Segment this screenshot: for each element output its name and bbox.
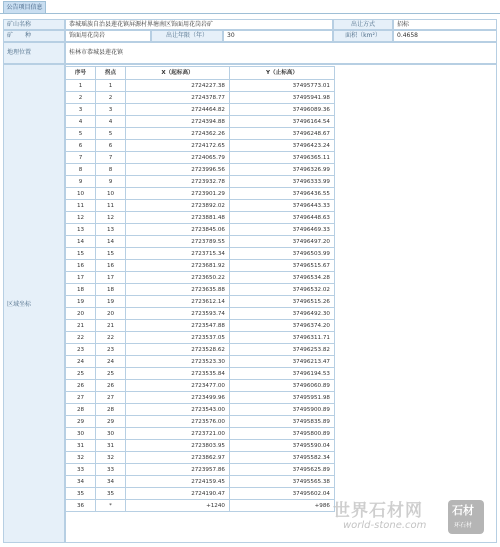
cell-y: 37496248.67: [230, 128, 335, 140]
cell-x: 2723612.14: [126, 296, 230, 308]
area-value: 0.4658: [393, 30, 497, 42]
watermark-logo-top: 石材: [452, 504, 474, 517]
cell-seq: 17: [66, 272, 96, 284]
cell-seq: 32: [66, 452, 96, 464]
cell-x: 2723845.06: [126, 224, 230, 236]
cell-seq: 23: [66, 344, 96, 356]
cell-x: 2723477.00: [126, 380, 230, 392]
cell-y: 37496436.55: [230, 188, 335, 200]
cell-point: 4: [96, 116, 126, 128]
cell-seq: 13: [66, 224, 96, 236]
table-row: [66, 92, 335, 104]
cell-point: 12: [96, 212, 126, 224]
cell-point: 11: [96, 200, 126, 212]
cell-point: 25: [96, 368, 126, 380]
cell-point: 17: [96, 272, 126, 284]
cell-point: 21: [96, 320, 126, 332]
cell-x: 2723892.02: [126, 200, 230, 212]
cell-x: 2723681.92: [126, 260, 230, 272]
cell-point: 16: [96, 260, 126, 272]
cell-y: 37496534.28: [230, 272, 335, 284]
cell-seq: 22: [66, 332, 96, 344]
tab-project-info[interactable]: 公告项目信息: [3, 1, 46, 13]
table-row: [66, 80, 335, 92]
cell-x: 2723499.96: [126, 392, 230, 404]
cell-y: 37495941.98: [230, 92, 335, 104]
cell-y: 37496164.54: [230, 116, 335, 128]
cell-seq: 33: [66, 464, 96, 476]
coordinate-table-body: [66, 80, 335, 512]
mineral-value: 饰面用花岗岩: [65, 30, 151, 42]
col-header-x: X（起标高）: [126, 67, 230, 80]
cell-seq: 1: [66, 80, 96, 92]
cell-point: 10: [96, 188, 126, 200]
cell-point: 1: [96, 80, 126, 92]
cell-x: 2724065.79: [126, 152, 230, 164]
cell-point: *: [96, 500, 126, 512]
table-row: [66, 248, 335, 260]
cell-seq: 20: [66, 308, 96, 320]
cell-point: 29: [96, 416, 126, 428]
cell-y: 37496333.99: [230, 176, 335, 188]
cell-x: 2723901.29: [126, 188, 230, 200]
term-value: 30: [223, 30, 333, 42]
cell-y: 37496497.20: [230, 236, 335, 248]
cell-y: 37495590.04: [230, 440, 335, 452]
cell-x: 2723881.48: [126, 212, 230, 224]
table-row: [66, 152, 335, 164]
cell-seq: 8: [66, 164, 96, 176]
cell-x: 2723528.62: [126, 344, 230, 356]
cell-point: 9: [96, 176, 126, 188]
cell-y: +986: [230, 500, 335, 512]
cell-y: 37496194.53: [230, 368, 335, 380]
cell-seq: 28: [66, 404, 96, 416]
coordinate-table: [65, 66, 335, 512]
cell-y: 37495773.01: [230, 80, 335, 92]
transfer-method-label: 出让方式: [333, 19, 393, 30]
cell-x: 2723547.88: [126, 320, 230, 332]
table-row: [66, 188, 335, 200]
cell-point: 23: [96, 344, 126, 356]
cell-seq: 9: [66, 176, 96, 188]
cell-point: 18: [96, 284, 126, 296]
cell-point: 28: [96, 404, 126, 416]
cell-x: 2723535.84: [126, 368, 230, 380]
location-value: 桂林市恭城县莲花镇: [65, 42, 497, 64]
cell-point: 13: [96, 224, 126, 236]
cell-x: 2723537.05: [126, 332, 230, 344]
cell-point: 26: [96, 380, 126, 392]
cell-point: 22: [96, 332, 126, 344]
table-row: [66, 200, 335, 212]
cell-x: 2724227.38: [126, 80, 230, 92]
table-row: [66, 236, 335, 248]
cell-y: 37495565.38: [230, 476, 335, 488]
table-row: [66, 104, 335, 116]
table-row: [66, 164, 335, 176]
cell-y: 37496503.99: [230, 248, 335, 260]
cell-point: 7: [96, 152, 126, 164]
cell-x: 2724394.88: [126, 116, 230, 128]
cell-seq: 7: [66, 152, 96, 164]
col-header-y: Y（止标高）: [230, 67, 335, 80]
coordinate-table-header: [66, 67, 335, 80]
table-row: [66, 428, 335, 440]
location-label: 地理位置: [3, 42, 65, 64]
cell-y: 37495951.98: [230, 392, 335, 404]
cell-point: 27: [96, 392, 126, 404]
cell-y: 37496515.26: [230, 296, 335, 308]
cell-seq: 15: [66, 248, 96, 260]
cell-seq: 30: [66, 428, 96, 440]
cell-point: 24: [96, 356, 126, 368]
cell-seq: 10: [66, 188, 96, 200]
watermark-url: world-stone.com: [343, 520, 427, 531]
table-row: [66, 260, 335, 272]
cell-y: 37496326.99: [230, 164, 335, 176]
cell-seq: 12: [66, 212, 96, 224]
cell-x: 2723543.00: [126, 404, 230, 416]
table-row: [66, 380, 335, 392]
table-row: [66, 116, 335, 128]
cell-x: 2723932.78: [126, 176, 230, 188]
cell-seq: 16: [66, 260, 96, 272]
cell-seq: 35: [66, 488, 96, 500]
region-coord-label: 区域坐标: [3, 64, 65, 543]
cell-x: 2723862.97: [126, 452, 230, 464]
cell-point: 35: [96, 488, 126, 500]
table-row: [66, 452, 335, 464]
cell-seq: 4: [66, 116, 96, 128]
area-label: 面积（km²）: [333, 30, 393, 42]
col-header-seq: 序号: [66, 67, 96, 80]
cell-y: 37496448.63: [230, 212, 335, 224]
cell-point: 31: [96, 440, 126, 452]
watermark-logo-bottom: 环石材: [454, 522, 473, 529]
table-row: [66, 404, 335, 416]
cell-y: 37496469.33: [230, 224, 335, 236]
cell-point: 19: [96, 296, 126, 308]
cell-x: 2724159.45: [126, 476, 230, 488]
cell-x: 2724172.65: [126, 140, 230, 152]
cell-x: 2723650.22: [126, 272, 230, 284]
cell-point: 3: [96, 104, 126, 116]
cell-x: 2724190.47: [126, 488, 230, 500]
table-row: [66, 500, 335, 512]
cell-point: 15: [96, 248, 126, 260]
info-grid: [3, 19, 497, 543]
cell-y: 37496213.47: [230, 356, 335, 368]
table-row: [66, 356, 335, 368]
cell-y: 37496089.36: [230, 104, 335, 116]
cell-point: 2: [96, 92, 126, 104]
cell-seq: 3: [66, 104, 96, 116]
table-row: [66, 224, 335, 236]
table-row: [66, 476, 335, 488]
cell-y: 37496060.89: [230, 380, 335, 392]
cell-x: 2724464.82: [126, 104, 230, 116]
table-row: [66, 284, 335, 296]
table-row: [66, 344, 335, 356]
cell-x: 2723803.95: [126, 440, 230, 452]
table-row: [66, 320, 335, 332]
cell-y: 37496443.33: [230, 200, 335, 212]
table-row: [66, 368, 335, 380]
cell-seq: 26: [66, 380, 96, 392]
table-row: [66, 128, 335, 140]
cell-seq: 27: [66, 392, 96, 404]
table-row: [66, 464, 335, 476]
cell-y: 37496532.02: [230, 284, 335, 296]
cell-seq: 2: [66, 92, 96, 104]
mine-name-value: 恭城瑶族自治县莲花镇屏源村界塘南区饰面用花岗岩矿: [65, 19, 333, 30]
mine-name-label: 矿山名称: [3, 19, 65, 30]
cell-y: 37495800.89: [230, 428, 335, 440]
cell-point: 34: [96, 476, 126, 488]
cell-point: 8: [96, 164, 126, 176]
table-row: [66, 176, 335, 188]
cell-x: 2723715.34: [126, 248, 230, 260]
watermark-title: 世界石材网: [333, 501, 423, 521]
cell-point: 5: [96, 128, 126, 140]
term-label: 出让年限（年）: [151, 30, 223, 42]
transfer-method-value: 招标: [393, 19, 497, 30]
cell-y: 37495835.89: [230, 416, 335, 428]
table-row: [66, 296, 335, 308]
cell-seq: 18: [66, 284, 96, 296]
cell-seq: 31: [66, 440, 96, 452]
cell-x: 2724378.77: [126, 92, 230, 104]
cell-y: 37495602.04: [230, 488, 335, 500]
table-row: [66, 392, 335, 404]
table-row: [66, 488, 335, 500]
cell-x: +1240: [126, 500, 230, 512]
cell-y: 37495582.34: [230, 452, 335, 464]
table-row: [66, 212, 335, 224]
cell-y: 37496311.71: [230, 332, 335, 344]
cell-y: 37496374.20: [230, 320, 335, 332]
cell-x: 2723957.86: [126, 464, 230, 476]
cell-seq: 24: [66, 356, 96, 368]
cell-point: 14: [96, 236, 126, 248]
cell-point: 30: [96, 428, 126, 440]
table-row: [66, 416, 335, 428]
cell-x: 2724362.26: [126, 128, 230, 140]
cell-y: 37496515.67: [230, 260, 335, 272]
col-header-point: 拐点: [96, 67, 126, 80]
cell-seq: 34: [66, 476, 96, 488]
cell-y: 37496253.82: [230, 344, 335, 356]
cell-x: 2723721.00: [126, 428, 230, 440]
cell-point: 20: [96, 308, 126, 320]
table-row: [66, 140, 335, 152]
cell-y: 37496423.24: [230, 140, 335, 152]
cell-seq: 11: [66, 200, 96, 212]
cell-seq: 5: [66, 128, 96, 140]
cell-y: 37496365.11: [230, 152, 335, 164]
cell-point: 33: [96, 464, 126, 476]
cell-seq: 25: [66, 368, 96, 380]
cell-y: 37496492.30: [230, 308, 335, 320]
cell-y: 37495900.89: [230, 404, 335, 416]
tab-strip: [0, 0, 500, 14]
cell-x: 2723593.74: [126, 308, 230, 320]
table-row: [66, 440, 335, 452]
cell-x: 2723576.00: [126, 416, 230, 428]
table-row: [66, 332, 335, 344]
cell-y: 37495625.89: [230, 464, 335, 476]
cell-seq: 6: [66, 140, 96, 152]
table-row: [66, 308, 335, 320]
cell-seq: 21: [66, 320, 96, 332]
cell-x: 2723523.30: [126, 356, 230, 368]
cell-point: 6: [96, 140, 126, 152]
cell-seq: 29: [66, 416, 96, 428]
cell-x: 2723996.56: [126, 164, 230, 176]
cell-seq: 14: [66, 236, 96, 248]
cell-seq: 19: [66, 296, 96, 308]
cell-x: 2723635.88: [126, 284, 230, 296]
cell-seq: 36: [66, 500, 96, 512]
cell-point: 32: [96, 452, 126, 464]
cell-x: 2723789.55: [126, 236, 230, 248]
table-row: [66, 272, 335, 284]
mineral-label: 矿 种: [3, 30, 65, 42]
